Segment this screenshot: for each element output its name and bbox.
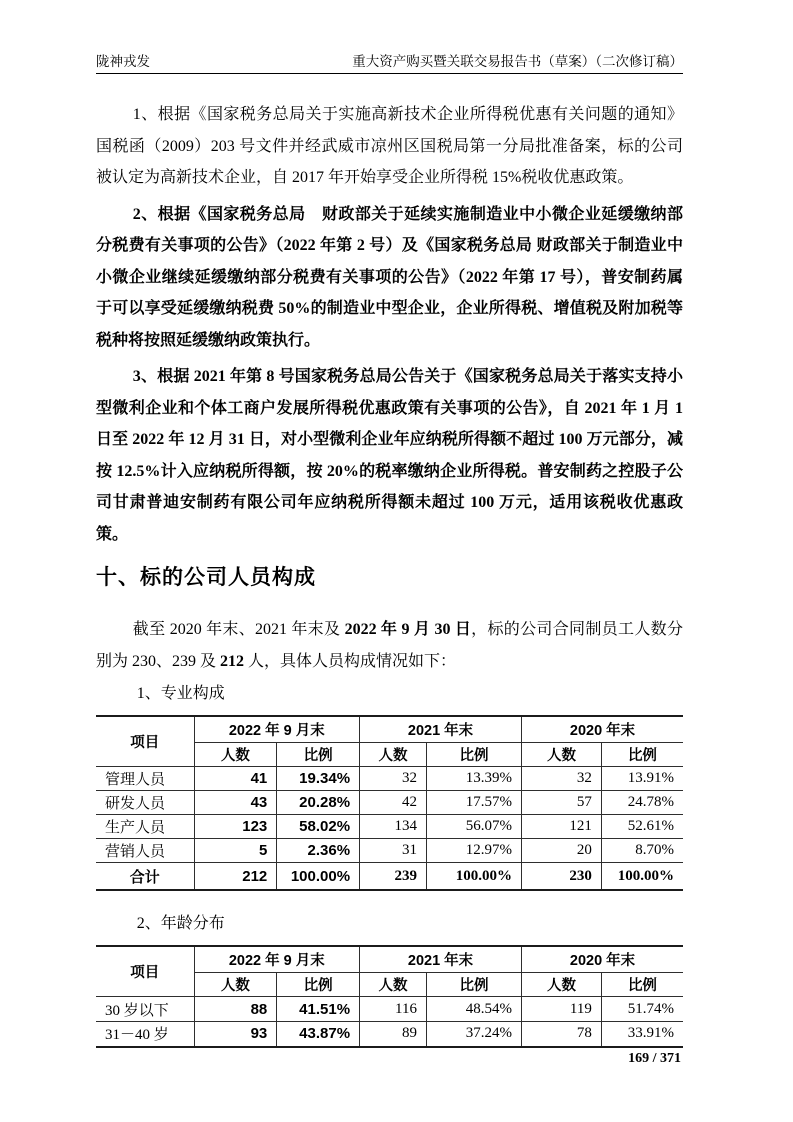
value-cell: 13.91%	[601, 767, 683, 791]
column-header-item: 项目	[96, 946, 194, 997]
row-label: 营销人员	[96, 839, 194, 863]
value-cell: 89	[360, 1022, 427, 1047]
column-header-count: 人数	[522, 973, 602, 997]
table-header-row-periods	[96, 946, 683, 973]
value-cell: 56.07%	[426, 815, 521, 839]
value-cell: 41.51%	[277, 997, 360, 1022]
value-cell: 32	[360, 767, 427, 791]
table-total-row	[96, 863, 683, 891]
intro-run-3: 人，具体人员构成情况如下：	[244, 652, 457, 670]
value-cell: 5	[194, 839, 277, 863]
value-cell: 100.00%	[277, 863, 360, 891]
value-cell: 31	[360, 839, 427, 863]
column-header-ratio: 比例	[426, 743, 521, 767]
row-label: 管理人员	[96, 767, 194, 791]
intro-run-1: 截至 2020 年末、2021 年末及	[132, 621, 345, 638]
value-cell: 12.97%	[426, 839, 521, 863]
section-intro-paragraph	[96, 614, 683, 677]
column-header-count: 人数	[360, 973, 427, 997]
row-label: 30 岁以下	[96, 997, 194, 1022]
table-header-row-periods	[96, 716, 683, 743]
value-cell: 2.36%	[277, 839, 360, 863]
table-row	[96, 839, 683, 863]
value-cell: 24.78%	[601, 791, 683, 815]
value-cell: 57	[522, 791, 602, 815]
column-header-ratio: 比例	[601, 973, 683, 997]
column-header-count: 人数	[194, 973, 277, 997]
column-header-count: 人数	[522, 743, 602, 767]
value-cell: 88	[194, 997, 277, 1022]
table-row	[96, 767, 683, 791]
value-cell: 58.02%	[277, 815, 360, 839]
intro-run-2: ，标的公司合同制员工人数分别为 230、239 及	[96, 621, 683, 670]
value-cell: 78	[522, 1022, 602, 1047]
value-cell: 33.91%	[601, 1022, 683, 1047]
page-header	[96, 50, 683, 74]
age-distribution-table	[96, 945, 683, 1048]
value-cell: 134	[360, 815, 427, 839]
value-cell: 93	[194, 1022, 277, 1047]
paragraph-tax-policy-3: 3、根据 2021 年第 8 号国家税务总局公告关于《国家税务总局关于落实支持小型微利企业和个体工商户发展所得税优惠政策有关事项的公告》，自 2021 年 1 月 1 日至 2022 年 12 月 31 日，对小型微利企业年应纳税所得额不超过 100 万元部分，减按 12.5%计入应纳税所得额，按 20%的税率缴纳企业所得税。普安制药之控股子公司甘肃普迪安制药有限公司年应纳税所得额未超过 100 万元，适用该税收优惠政策。	[96, 368, 683, 543]
value-cell: 52.61%	[601, 815, 683, 839]
table-row	[96, 791, 683, 815]
subsection-age: 2、年龄分布	[136, 915, 225, 932]
value-cell: 43.87%	[277, 1022, 360, 1047]
value-cell: 123	[194, 815, 277, 839]
table-row	[96, 1022, 683, 1047]
header-company-name: 陇神戎发	[96, 54, 150, 69]
row-label: 生产人员	[96, 815, 194, 839]
column-header-2022: 2022 年 9 月末	[194, 946, 360, 973]
intro-bold-date: 2022 年 9 月 30 日	[344, 621, 472, 638]
value-cell: 100.00%	[601, 863, 683, 891]
subsection-profession: 1、专业构成	[136, 685, 225, 702]
page-number: 169 / 371	[628, 1050, 681, 1066]
paragraph-tax-policy-2: 2、根据《国家税务总局 财政部关于延续实施制造业中小微企业延缓缴纳部分税费有关事项的公告》（2022 年第 2 号）及《国家税务总局 财政部关于制造业中小微企业继续延缓缴纳部分税费有关事项的公告》（2022 年第 17 号），普安制药属于可以享受延缓缴纳税费 50%的制造业中型企业，企业所得税、增值税及附加税等税种将按照延缓缴纳政策执行。	[96, 205, 683, 349]
value-cell: 8.70%	[601, 839, 683, 863]
value-cell: 51.74%	[601, 997, 683, 1022]
intro-bold-count: 212	[220, 652, 245, 670]
value-cell: 41	[194, 767, 277, 791]
value-cell: 119	[522, 997, 602, 1022]
column-header-2020: 2020 年末	[522, 946, 683, 973]
table-row	[96, 997, 683, 1022]
column-header-count: 人数	[360, 743, 427, 767]
value-cell: 230	[522, 863, 602, 891]
column-header-2020: 2020 年末	[522, 716, 683, 743]
value-cell: 121	[522, 815, 602, 839]
value-cell: 43	[194, 791, 277, 815]
value-cell: 48.54%	[426, 997, 521, 1022]
column-header-item: 项目	[96, 716, 194, 767]
value-cell: 100.00%	[426, 863, 521, 891]
section-title: 十、标的公司人员构成	[96, 566, 316, 589]
row-label: 合计	[96, 863, 194, 891]
profession-composition-table	[96, 715, 683, 891]
row-label: 研发人员	[96, 791, 194, 815]
value-cell: 13.39%	[426, 767, 521, 791]
column-header-ratio: 比例	[601, 743, 683, 767]
value-cell: 20.28%	[277, 791, 360, 815]
column-header-ratio: 比例	[277, 743, 360, 767]
paragraph-tax-policy-1: 1、根据《国家税务总局关于实施高新技术企业所得税优惠有关问题的通知》国税函（2009）203 号文件并经武威市凉州区国税局第一分局批准备案，标的公司被认定为高新技术企业，自 2017 年开始享受企业所得税 15%税收优惠政策。	[96, 106, 683, 186]
value-cell: 37.24%	[426, 1022, 521, 1047]
column-header-2022: 2022 年 9 月末	[194, 716, 360, 743]
column-header-count: 人数	[194, 743, 277, 767]
value-cell: 116	[360, 997, 427, 1022]
value-cell: 17.57%	[426, 791, 521, 815]
column-header-ratio: 比例	[277, 973, 360, 997]
column-header-2021: 2021 年末	[360, 716, 522, 743]
value-cell: 32	[522, 767, 602, 791]
column-header-ratio: 比例	[426, 973, 521, 997]
column-header-2021: 2021 年末	[360, 946, 522, 973]
value-cell: 19.34%	[277, 767, 360, 791]
value-cell: 20	[522, 839, 602, 863]
value-cell: 239	[360, 863, 427, 891]
value-cell: 212	[194, 863, 277, 891]
header-report-title: 重大资产购买暨关联交易报告书（草案）（二次修订稿）	[352, 54, 683, 69]
table-row	[96, 815, 683, 839]
row-label: 31－40 岁	[96, 1022, 194, 1047]
value-cell: 42	[360, 791, 427, 815]
